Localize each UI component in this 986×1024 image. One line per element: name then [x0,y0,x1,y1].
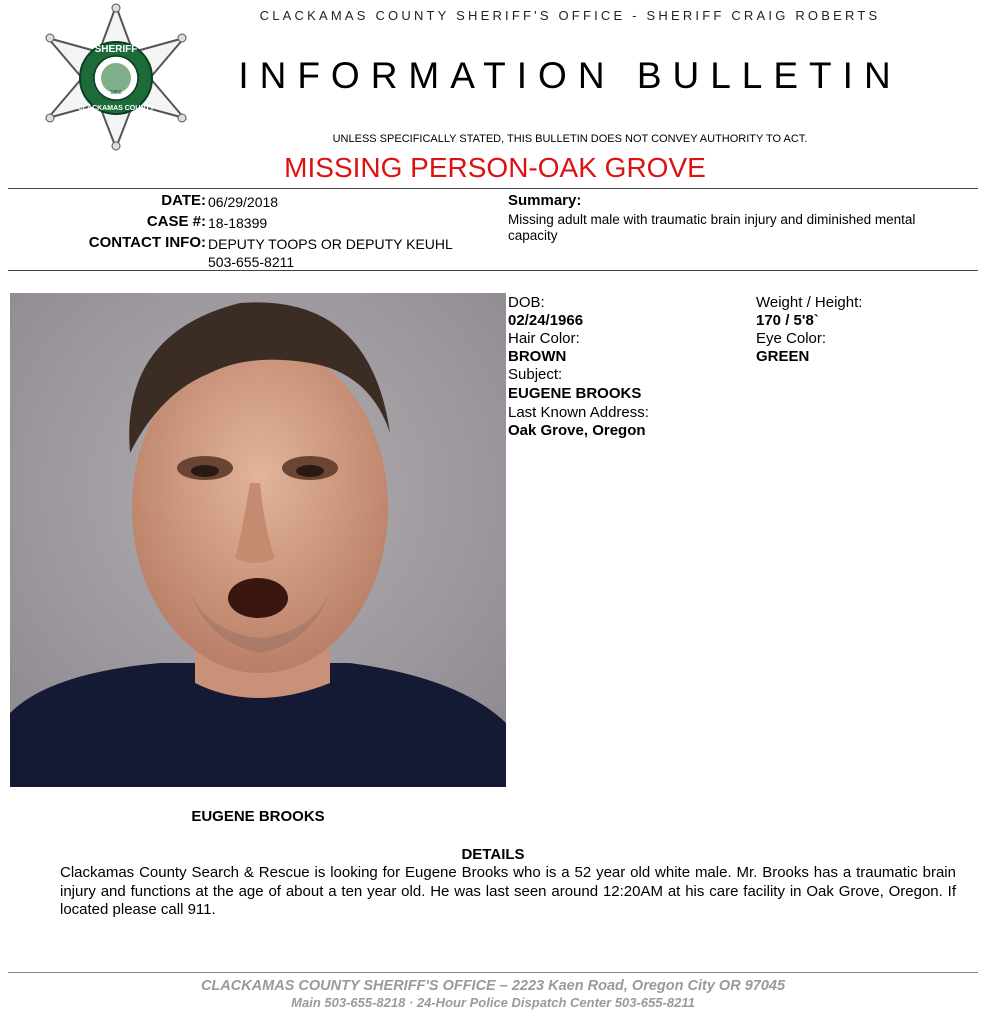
badge-top-text: SHERIFF [94,44,138,55]
date-label: DATE: [161,192,206,209]
details-label: DETAILS [461,846,525,863]
hair-value: BROWN [508,348,567,365]
case-label: CASE #: [146,213,206,230]
footer-phones: Main 503-655-8218 · 24-Hour Police Dispatch Center 503-655-8211 [291,995,695,1010]
sheriff-star-badge-icon [38,2,194,152]
summary-label: Summary: [508,192,582,209]
case-value: 18-18399 [208,215,268,231]
summary-text: Missing adult male with traumatic brain injury and diminished mental capacity [508,212,916,243]
eye-value: GREEN [756,348,810,365]
weight-value: 170 / 5'8` [756,312,819,329]
dob-label: DOB: [508,294,545,311]
office-line: CLACKAMAS COUNTY SHERIFF'S OFFICE - SHERIFF CRAIG ROBERTS [259,8,881,23]
disclaimer: UNLESS SPECIFICALLY STATED, THIS BULLETIN DOES NOT CONVEY AUTHORITY TO ACT. [332,133,808,145]
weight-label: Weight / Height: [756,294,863,311]
date-value: 06/29/2018 [208,194,279,210]
subject-value: EUGENE BROOKS [508,385,642,402]
bulletin-title: INFORMATION BULLETIN [238,55,902,96]
details-text: Clackamas County Search & Rescue is looking for Eugene Brooks who is a 52 year old white male. Mr. Brooks has a traumatic brain injury and functions at the age of about a ten year old. He was last seen around 12:20AM at his care facility in Oak Grove, Oregon. If located please call 911. [60,864,956,918]
subject-photo [10,293,506,787]
subject-label: Subject: [508,366,563,383]
dob-value: 02/24/1966 [508,312,584,329]
badge-year: 1850 [110,90,122,96]
badge-ring-text: CLACKAMAS COUNTY [77,105,155,112]
divider [8,270,978,271]
divider [8,972,978,973]
headline: MISSING PERSON-OAK GROVE [284,152,706,183]
contact-value: DEPUTY TOOPS OR DEPUTY KEUHL [208,236,453,252]
contact-phone: 503-655-8211 [208,254,295,270]
address-label: Last Known Address: [508,404,649,421]
address-value: Oak Grove, Oregon [508,422,646,439]
divider [8,188,978,189]
eye-label: Eye Color: [756,330,827,347]
footer-address: CLACKAMAS COUNTY SHERIFF'S OFFICE – 2223 Kaen Road, Oregon City OR 97045 [200,978,786,994]
contact-label: CONTACT INFO: [88,234,206,251]
hair-label: Hair Color: [508,330,580,347]
photo-caption: EUGENE BROOKS [191,808,325,825]
